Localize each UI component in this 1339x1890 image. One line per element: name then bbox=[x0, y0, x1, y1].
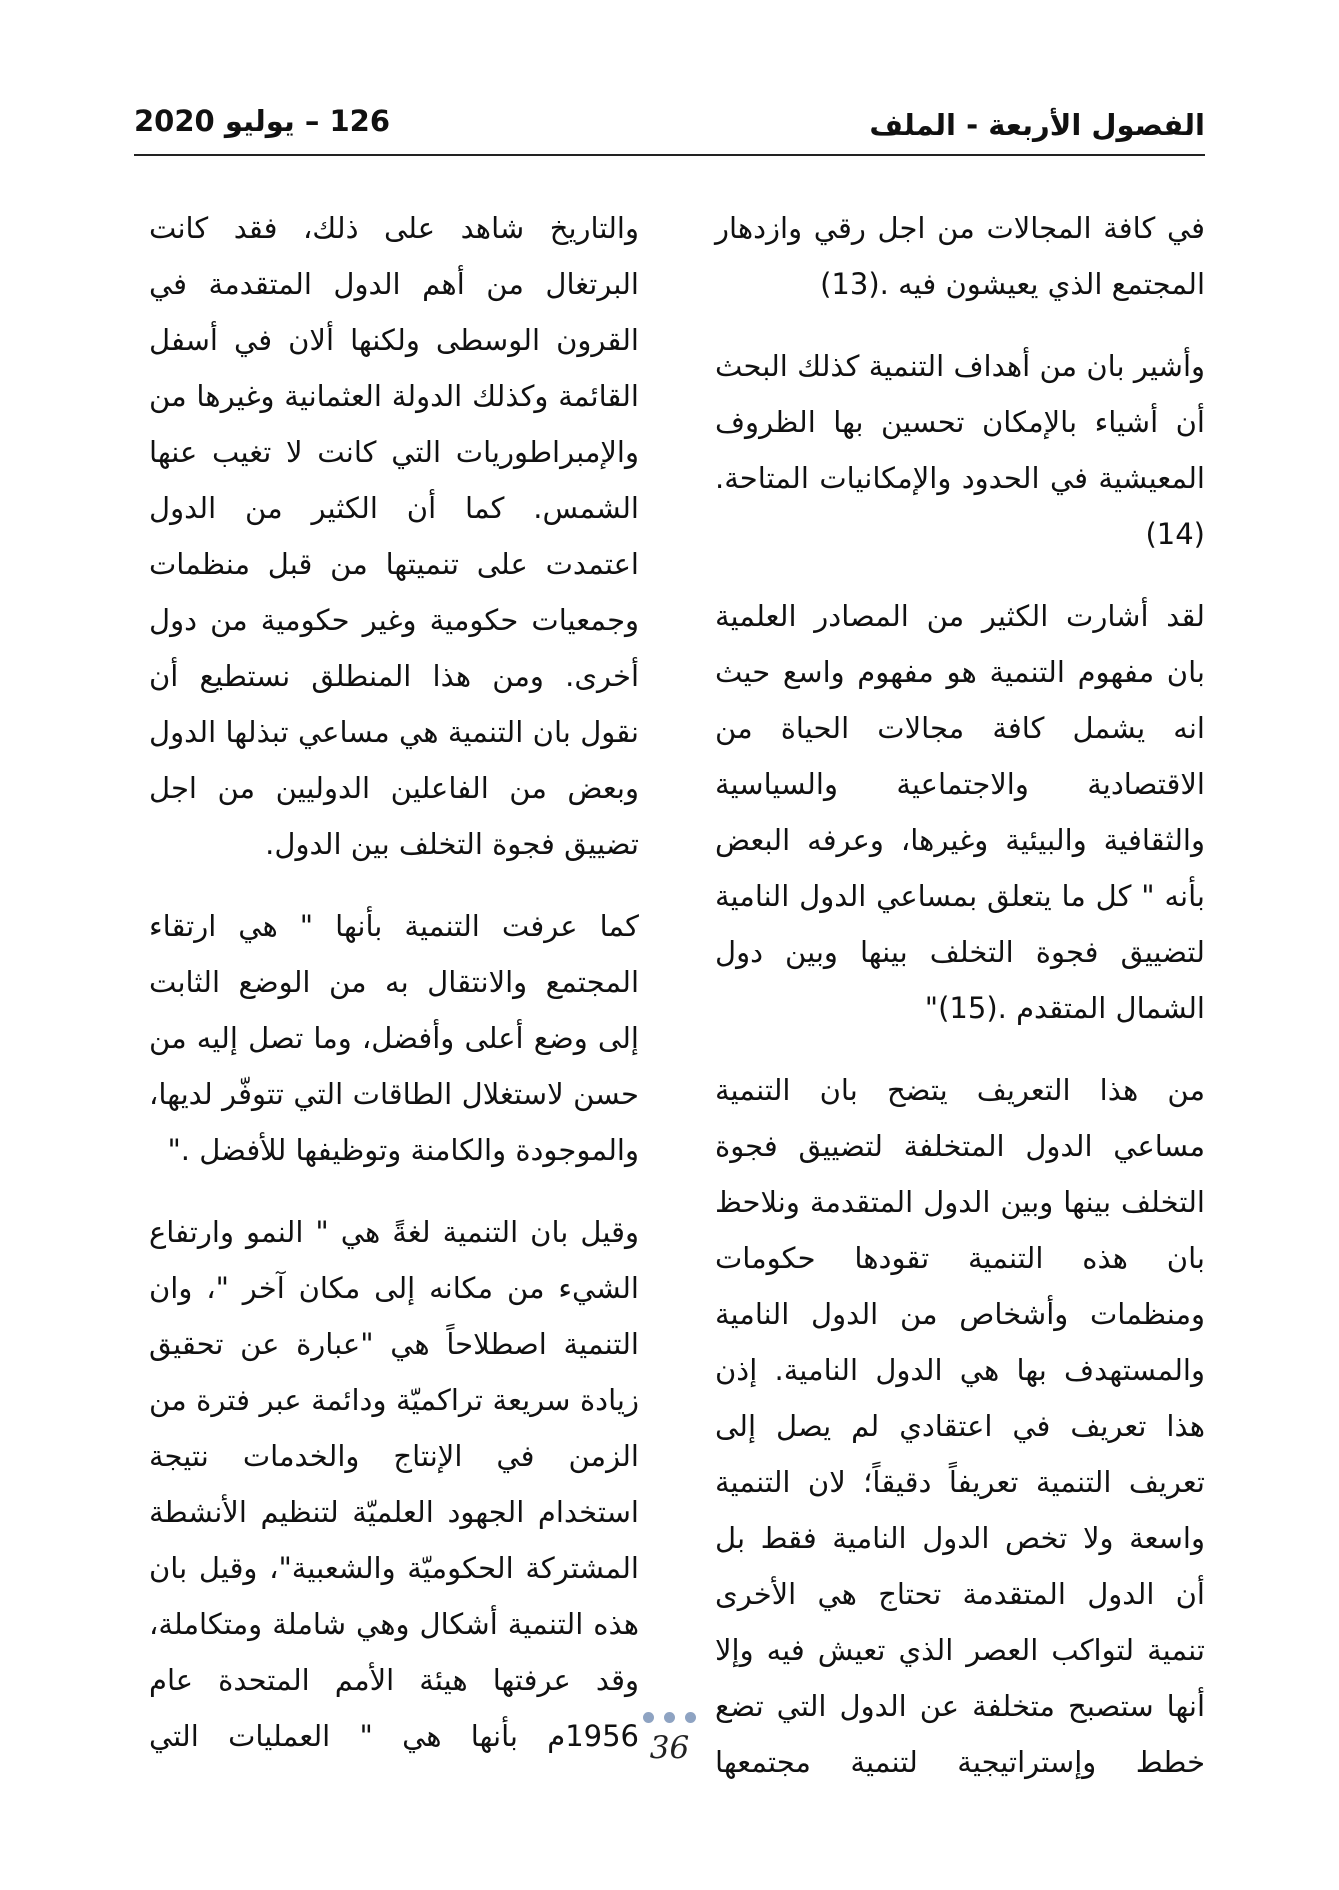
paragraph: وأشير بان من أهداف التنمية كذلك البحث أن أشياء بالإمكان تحسين بها الظروف المعيشية في الحدود والإمكانيات المتاحة.(14) bbox=[715, 349, 1205, 551]
paragraph: في كافة المجالات من اجل رقي وازدهار المجتمع الذي يعيشون فيه .(13) bbox=[715, 211, 1205, 301]
left-column bbox=[149, 200, 639, 1790]
page-number: 36 bbox=[649, 1730, 690, 1766]
dot-icon bbox=[643, 1712, 654, 1723]
paragraph: وقيل بان التنمية لغةً هي " النمو وارتفاع الشيء من مكانه إلى مكان آخر "، وان التنمية اصطلاحاً هي "عبارة عن تحقيق زيادة سريعة تراكميّة ودائمة عبر فترة من الزمن في الإنتاج والخدمات نتيجة استخدام الجهود العلميّة لتنظيم الأنشطة المشتركة الحكوميّة والشعبية"، وقيل بان هذه التنمية أشكال وهي شاملة ومتكاملة، وقد عرفتها هيئة الأمم المتحدة عام 1956م بأنها هي " العمليات التي bbox=[149, 1215, 639, 1753]
right-column bbox=[715, 200, 1205, 1816]
paragraph: كما عرفت التنمية بأنها " هي ارتقاء المجتمع والانتقال به من الوضع الثابت إلى وضع أعلى وأفضل، وما تصل إليه من حسن لاستغلال الطاقات التي تتوفّر لديها، والموجودة والكامنة وتوظيفها للأفضل ." bbox=[149, 909, 639, 1167]
issue-info: 126 – يوليو 2020 bbox=[134, 104, 391, 138]
journal-title: الفصول الأربعة - الملف bbox=[869, 108, 1205, 142]
paragraph: والتاريخ شاهد على ذلك، فقد كانت البرتغال من أهم الدول المتقدمة في القرون الوسطى ولكنها ألان في أسفل القائمة وكذلك الدولة العثمانية وغيرها من والإمبراطوريات التي كانت لا تغيب عنها الشمس. كما أن الكثير من الدول اعتمدت على تنميتها من قبل منظمات وجمعيات حكومية وغير حكومية من دول أخرى. ومن هذا المنطلق نستطيع أن نقول بان التنمية هي مساعي تبذلها الدول وبعض من الفاعلين الدوليين من اجل تضييق فجوة التخلف بين الدول. bbox=[149, 211, 639, 861]
page-header bbox=[134, 96, 1205, 156]
paragraph: لقد أشارت الكثير من المصادر العلمية بان مفهوم التنمية هو مفهوم واسع حيث انه يشمل كافة مجالات الحياة من الاقتصادية والاجتماعية والسياسية والثقافية والبيئية وغيرها، وعرفه البعض بأنه " كل ما يتعلق بمساعي الدول النامية لتضييق فجوة التخلف بينها وبين دول الشمال المتقدم .(15)" bbox=[715, 599, 1205, 1025]
dot-icon bbox=[685, 1712, 696, 1723]
paragraph: من هذا التعريف يتضح بان التنمية مساعي الدول المتخلفة لتضييق فجوة التخلف بينها وبين الدول المتقدمة ونلاحظ بان هذه التنمية تقودها حكومات ومنظمات وأشخاص من الدول النامية والمستهدف بها هي الدول النامية. إذن هذا تعريف في اعتقادي لم يصل إلى تعريف التنمية تعريفاً دقيقاً؛ لان التنمية واسعة ولا تخص الدول النامية فقط بل أن الدول المتقدمة تحتاج هي الأخرى تنمية لتواكب العصر الذي تعيش فيه وإلا أنها ستصبح متخلفة عن الدول التي تضع خطط وإستراتيجية لتنمية مجتمعها bbox=[715, 1073, 1205, 1779]
footer-dots-ornament bbox=[0, 1712, 1339, 1723]
dot-icon bbox=[664, 1712, 675, 1723]
